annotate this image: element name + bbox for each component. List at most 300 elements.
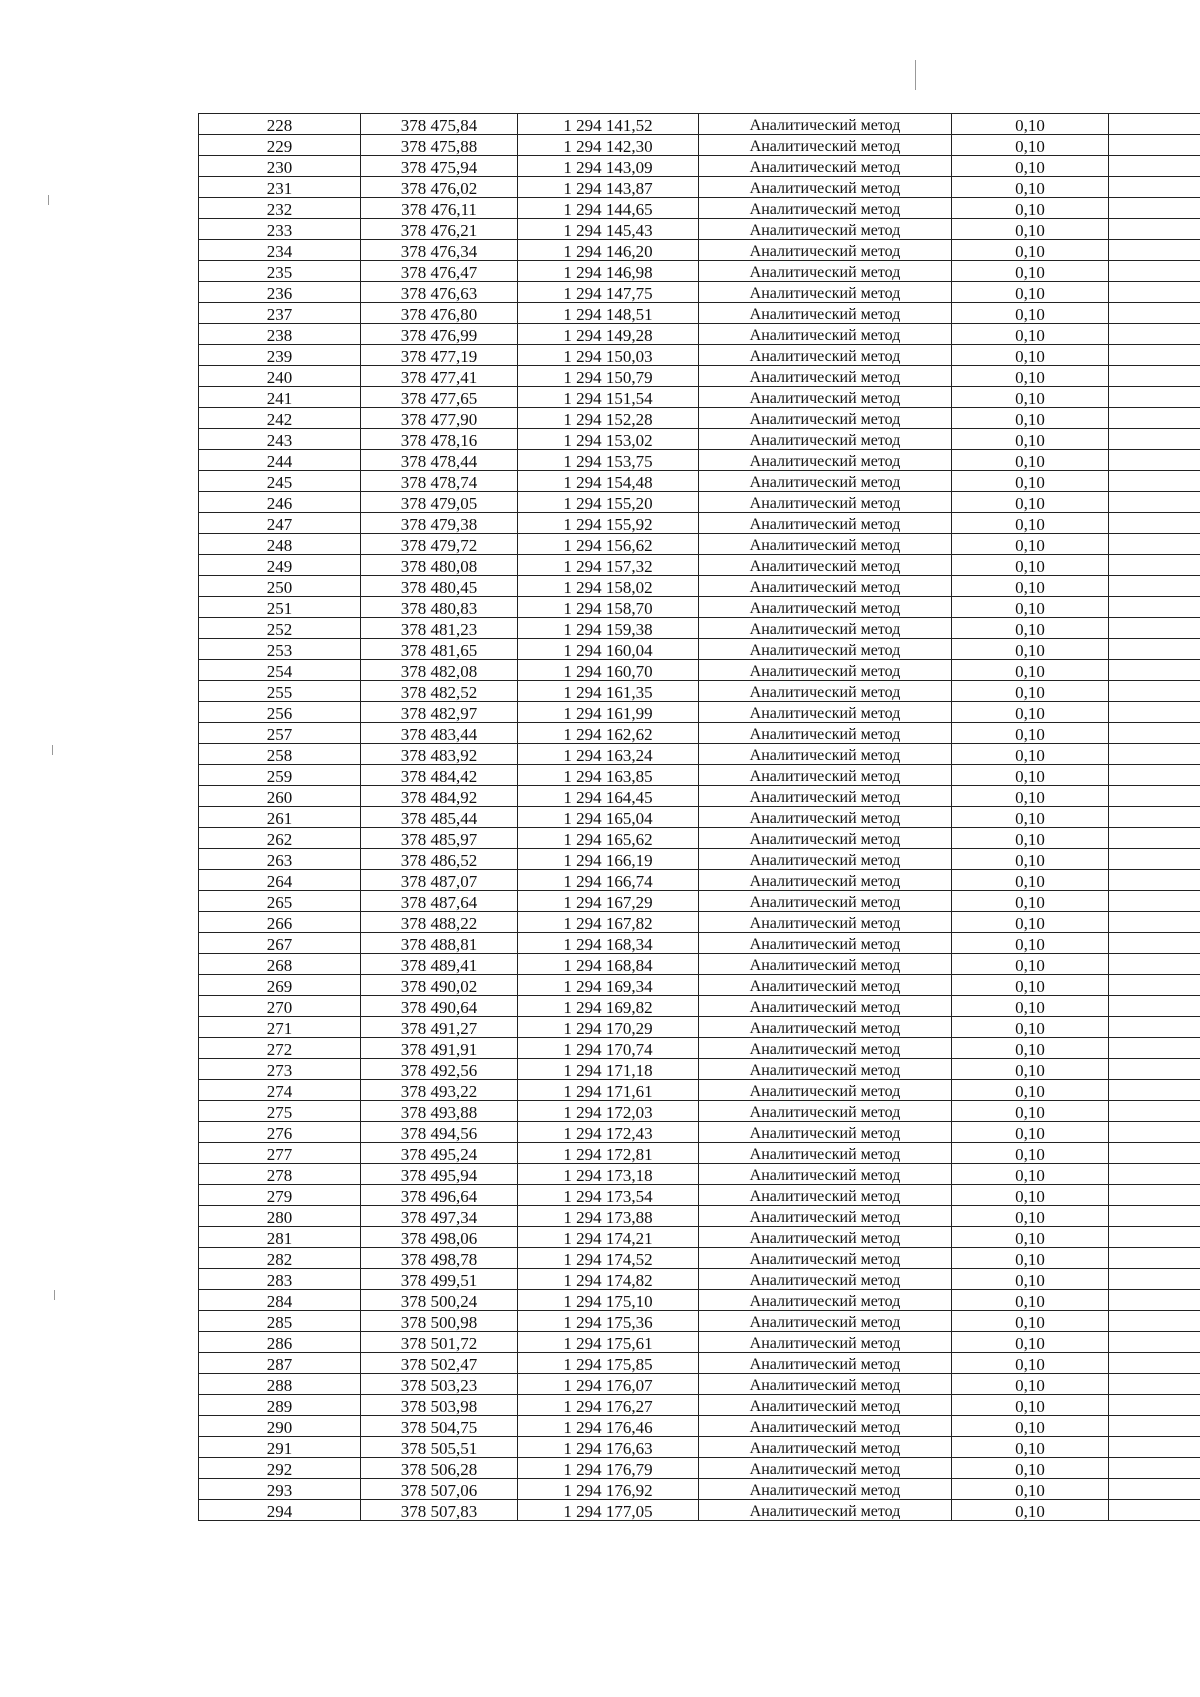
- y-coordinate-cell: 1 294 174,21: [518, 1227, 699, 1248]
- x-coordinate-cell: 378 484,92: [361, 786, 518, 807]
- note-cell: [1109, 786, 1200, 807]
- table-row: [199, 996, 1200, 1017]
- table-row: [199, 1185, 1200, 1206]
- method-cell: [699, 114, 952, 135]
- note-cell: [1109, 366, 1200, 387]
- point-number-cell: 277: [199, 1143, 361, 1164]
- note-cell: [1109, 1080, 1200, 1101]
- point-number-cell: 266: [199, 912, 361, 933]
- method-label: Аналитический метод: [749, 558, 901, 575]
- x-coordinate-cell: 378 496,64: [361, 1185, 518, 1206]
- point-number-cell: 272: [199, 1038, 361, 1059]
- point-number-cell: 237: [199, 303, 361, 324]
- x-coordinate-cell: 378 481,65: [361, 639, 518, 660]
- x-coordinate-cell: 378 488,81: [361, 933, 518, 954]
- accuracy-cell: 0,10: [952, 849, 1109, 870]
- point-number-cell: 290: [199, 1416, 361, 1437]
- point-number-cell: 271: [199, 1017, 361, 1038]
- note-cell: [1109, 1437, 1200, 1458]
- note-cell: [1109, 849, 1200, 870]
- x-coordinate-cell: 378 487,07: [361, 870, 518, 891]
- x-coordinate-cell: 378 475,84: [361, 114, 518, 135]
- accuracy-cell: 0,10: [952, 744, 1109, 765]
- note-cell: [1109, 975, 1200, 996]
- accuracy-cell: 0,10: [952, 891, 1109, 912]
- method-label: Аналитический метод: [749, 117, 901, 134]
- y-coordinate-cell: 1 294 162,62: [518, 723, 699, 744]
- point-number-cell: 248: [199, 534, 361, 555]
- method-label: Аналитический метод: [749, 432, 901, 449]
- accuracy-cell: 0,10: [952, 765, 1109, 786]
- table-row: [199, 1269, 1200, 1290]
- method-cell: [699, 681, 952, 702]
- note-cell: [1109, 1248, 1200, 1269]
- table-row: [199, 156, 1200, 177]
- point-number-cell: 291: [199, 1437, 361, 1458]
- table-row: [199, 660, 1200, 681]
- accuracy-cell: 0,10: [952, 429, 1109, 450]
- method-label: Аналитический метод: [749, 537, 901, 554]
- accuracy-cell: 0,10: [952, 135, 1109, 156]
- table-row: [199, 1395, 1200, 1416]
- accuracy-cell: 0,10: [952, 681, 1109, 702]
- accuracy-cell: 0,10: [952, 240, 1109, 261]
- method-cell: [699, 303, 952, 324]
- point-number-cell: 245: [199, 471, 361, 492]
- method-cell: [699, 324, 952, 345]
- x-coordinate-cell: 378 476,34: [361, 240, 518, 261]
- note-cell: [1109, 1332, 1200, 1353]
- note-cell: [1109, 870, 1200, 891]
- point-number-cell: 288: [199, 1374, 361, 1395]
- point-number-cell: 274: [199, 1080, 361, 1101]
- method-label: Аналитический метод: [749, 684, 901, 701]
- accuracy-cell: 0,10: [952, 1038, 1109, 1059]
- method-cell: [699, 219, 952, 240]
- method-label: Аналитический метод: [749, 201, 901, 218]
- method-cell: [699, 660, 952, 681]
- table-row: [199, 114, 1200, 135]
- table-row: [199, 828, 1200, 849]
- table-row: [199, 303, 1200, 324]
- note-cell: [1109, 996, 1200, 1017]
- method-label: Аналитический метод: [749, 831, 901, 848]
- method-cell: [699, 996, 952, 1017]
- point-number-cell: 258: [199, 744, 361, 765]
- note-cell: [1109, 1290, 1200, 1311]
- point-number-cell: 292: [199, 1458, 361, 1479]
- x-coordinate-cell: 378 499,51: [361, 1269, 518, 1290]
- table-row: [199, 1290, 1200, 1311]
- table-row: [199, 597, 1200, 618]
- note-cell: [1109, 198, 1200, 219]
- method-label: Аналитический метод: [749, 159, 901, 176]
- point-number-cell: 264: [199, 870, 361, 891]
- method-label: Аналитический метод: [749, 243, 901, 260]
- point-number-cell: 280: [199, 1206, 361, 1227]
- y-coordinate-cell: 1 294 148,51: [518, 303, 699, 324]
- method-cell: [699, 345, 952, 366]
- method-label: Аналитический метод: [749, 852, 901, 869]
- x-coordinate-cell: 378 478,16: [361, 429, 518, 450]
- note-cell: [1109, 1311, 1200, 1332]
- x-coordinate-cell: 378 478,44: [361, 450, 518, 471]
- accuracy-cell: 0,10: [952, 156, 1109, 177]
- accuracy-cell: 0,10: [952, 597, 1109, 618]
- point-number-cell: 232: [199, 198, 361, 219]
- y-coordinate-cell: 1 294 175,61: [518, 1332, 699, 1353]
- method-cell: [699, 1269, 952, 1290]
- x-coordinate-cell: 378 475,94: [361, 156, 518, 177]
- method-cell: [699, 597, 952, 618]
- table-row: [199, 1101, 1200, 1122]
- scan-artifact: [915, 60, 916, 90]
- method-label: Аналитический метод: [749, 1230, 901, 1247]
- method-label: Аналитический метод: [749, 222, 901, 239]
- x-coordinate-cell: 378 476,63: [361, 282, 518, 303]
- x-coordinate-cell: 378 505,51: [361, 1437, 518, 1458]
- note-cell: [1109, 1479, 1200, 1500]
- y-coordinate-cell: 1 294 172,03: [518, 1101, 699, 1122]
- method-label: Аналитический метод: [749, 1188, 901, 1205]
- method-cell: [699, 282, 952, 303]
- method-label: Аналитический метод: [749, 1356, 901, 1373]
- x-coordinate-cell: 378 476,02: [361, 177, 518, 198]
- point-number-cell: 283: [199, 1269, 361, 1290]
- accuracy-cell: 0,10: [952, 1458, 1109, 1479]
- y-coordinate-cell: 1 294 171,18: [518, 1059, 699, 1080]
- method-label: Аналитический метод: [749, 1104, 901, 1121]
- method-cell: [699, 1353, 952, 1374]
- method-label: Аналитический метод: [749, 579, 901, 596]
- method-label: Аналитический метод: [749, 1419, 901, 1436]
- method-label: Аналитический метод: [749, 138, 901, 155]
- y-coordinate-cell: 1 294 151,54: [518, 387, 699, 408]
- x-coordinate-cell: 378 485,44: [361, 807, 518, 828]
- table-row: [199, 513, 1200, 534]
- method-label: Аналитический метод: [749, 1167, 901, 1184]
- y-coordinate-cell: 1 294 159,38: [518, 618, 699, 639]
- accuracy-cell: 0,10: [952, 1143, 1109, 1164]
- table-row: [199, 954, 1200, 975]
- accuracy-cell: 0,10: [952, 1248, 1109, 1269]
- accuracy-cell: 0,10: [952, 1500, 1109, 1521]
- method-label: Аналитический метод: [749, 663, 901, 680]
- method-label: Аналитический метод: [749, 1020, 901, 1037]
- accuracy-cell: 0,10: [952, 1311, 1109, 1332]
- accuracy-cell: 0,10: [952, 408, 1109, 429]
- note-cell: [1109, 450, 1200, 471]
- point-number-cell: 240: [199, 366, 361, 387]
- note-cell: [1109, 933, 1200, 954]
- accuracy-cell: 0,10: [952, 324, 1109, 345]
- y-coordinate-cell: 1 294 150,79: [518, 366, 699, 387]
- y-coordinate-cell: 1 294 144,65: [518, 198, 699, 219]
- accuracy-cell: 0,10: [952, 723, 1109, 744]
- accuracy-cell: 0,10: [952, 1122, 1109, 1143]
- note-cell: [1109, 1395, 1200, 1416]
- point-number-cell: 255: [199, 681, 361, 702]
- x-coordinate-cell: 378 481,23: [361, 618, 518, 639]
- note-cell: [1109, 261, 1200, 282]
- table-row: [199, 1374, 1200, 1395]
- x-coordinate-cell: 378 498,06: [361, 1227, 518, 1248]
- note-cell: [1109, 660, 1200, 681]
- point-number-cell: 233: [199, 219, 361, 240]
- x-coordinate-cell: 378 482,97: [361, 702, 518, 723]
- x-coordinate-cell: 378 475,88: [361, 135, 518, 156]
- method-cell: [699, 1227, 952, 1248]
- point-number-cell: 286: [199, 1332, 361, 1353]
- accuracy-cell: 0,10: [952, 828, 1109, 849]
- x-coordinate-cell: 378 492,56: [361, 1059, 518, 1080]
- note-cell: [1109, 1227, 1200, 1248]
- point-number-cell: 279: [199, 1185, 361, 1206]
- note-cell: [1109, 1059, 1200, 1080]
- note-cell: [1109, 387, 1200, 408]
- accuracy-cell: 0,10: [952, 114, 1109, 135]
- point-number-cell: 294: [199, 1500, 361, 1521]
- accuracy-cell: 0,10: [952, 1059, 1109, 1080]
- accuracy-cell: 0,10: [952, 1185, 1109, 1206]
- accuracy-cell: 0,10: [952, 492, 1109, 513]
- y-coordinate-cell: 1 294 163,24: [518, 744, 699, 765]
- point-number-cell: 269: [199, 975, 361, 996]
- point-number-cell: 250: [199, 576, 361, 597]
- accuracy-cell: 0,10: [952, 1290, 1109, 1311]
- point-number-cell: 234: [199, 240, 361, 261]
- x-coordinate-cell: 378 479,72: [361, 534, 518, 555]
- y-coordinate-cell: 1 294 173,54: [518, 1185, 699, 1206]
- method-cell: [699, 534, 952, 555]
- method-cell: [699, 1248, 952, 1269]
- y-coordinate-cell: 1 294 155,92: [518, 513, 699, 534]
- accuracy-cell: 0,10: [952, 534, 1109, 555]
- y-coordinate-cell: 1 294 168,84: [518, 954, 699, 975]
- accuracy-cell: 0,10: [952, 996, 1109, 1017]
- y-coordinate-cell: 1 294 163,85: [518, 765, 699, 786]
- y-coordinate-cell: 1 294 166,19: [518, 849, 699, 870]
- y-coordinate-cell: 1 294 149,28: [518, 324, 699, 345]
- y-coordinate-cell: 1 294 147,75: [518, 282, 699, 303]
- method-label: Аналитический метод: [749, 873, 901, 890]
- method-label: Аналитический метод: [749, 621, 901, 638]
- accuracy-cell: 0,10: [952, 786, 1109, 807]
- y-coordinate-cell: 1 294 165,62: [518, 828, 699, 849]
- method-cell: [699, 702, 952, 723]
- method-label: Аналитический метод: [749, 1293, 901, 1310]
- method-cell: [699, 513, 952, 534]
- note-cell: [1109, 1038, 1200, 1059]
- accuracy-cell: 0,10: [952, 933, 1109, 954]
- x-coordinate-cell: 378 500,24: [361, 1290, 518, 1311]
- table-row: [199, 1080, 1200, 1101]
- note-cell: [1109, 408, 1200, 429]
- note-cell: [1109, 1353, 1200, 1374]
- method-label: Аналитический метод: [749, 1209, 901, 1226]
- table-row: [199, 282, 1200, 303]
- method-cell: [699, 555, 952, 576]
- y-coordinate-cell: 1 294 153,02: [518, 429, 699, 450]
- point-number-cell: 270: [199, 996, 361, 1017]
- method-cell: [699, 1500, 952, 1521]
- table-row: [199, 1353, 1200, 1374]
- method-label: Аналитический метод: [749, 306, 901, 323]
- y-coordinate-cell: 1 294 169,34: [518, 975, 699, 996]
- table-row: [199, 933, 1200, 954]
- table-row: [199, 744, 1200, 765]
- table-row: [199, 366, 1200, 387]
- x-coordinate-cell: 378 480,83: [361, 597, 518, 618]
- table-row: [199, 1164, 1200, 1185]
- method-label: Аналитический метод: [749, 516, 901, 533]
- x-coordinate-cell: 378 489,41: [361, 954, 518, 975]
- note-cell: [1109, 492, 1200, 513]
- table-row: [199, 639, 1200, 660]
- point-number-cell: 247: [199, 513, 361, 534]
- point-number-cell: 284: [199, 1290, 361, 1311]
- method-cell: [699, 1311, 952, 1332]
- table-row: [199, 1311, 1200, 1332]
- table-row: [199, 492, 1200, 513]
- method-label: Аналитический метод: [749, 705, 901, 722]
- method-label: Аналитический метод: [749, 726, 901, 743]
- note-cell: [1109, 555, 1200, 576]
- point-number-cell: 236: [199, 282, 361, 303]
- table-row: [199, 912, 1200, 933]
- x-coordinate-cell: 378 506,28: [361, 1458, 518, 1479]
- y-coordinate-cell: 1 294 146,20: [518, 240, 699, 261]
- method-label: Аналитический метод: [749, 411, 901, 428]
- method-label: Аналитический метод: [749, 1482, 901, 1499]
- scan-artifact: [52, 745, 53, 755]
- x-coordinate-cell: 378 501,72: [361, 1332, 518, 1353]
- note-cell: [1109, 513, 1200, 534]
- table-row: [199, 534, 1200, 555]
- method-label: Аналитический метод: [749, 957, 901, 974]
- y-coordinate-cell: 1 294 170,29: [518, 1017, 699, 1038]
- accuracy-cell: 0,10: [952, 618, 1109, 639]
- method-cell: [699, 744, 952, 765]
- x-coordinate-cell: 378 480,45: [361, 576, 518, 597]
- point-number-cell: 256: [199, 702, 361, 723]
- accuracy-cell: 0,10: [952, 1227, 1109, 1248]
- note-cell: [1109, 1206, 1200, 1227]
- accuracy-cell: 0,10: [952, 366, 1109, 387]
- point-number-cell: 263: [199, 849, 361, 870]
- x-coordinate-cell: 378 480,08: [361, 555, 518, 576]
- note-cell: [1109, 912, 1200, 933]
- accuracy-cell: 0,10: [952, 387, 1109, 408]
- method-label: Аналитический метод: [749, 1041, 901, 1058]
- note-cell: [1109, 618, 1200, 639]
- y-coordinate-cell: 1 294 146,98: [518, 261, 699, 282]
- y-coordinate-cell: 1 294 143,87: [518, 177, 699, 198]
- method-label: Аналитический метод: [749, 789, 901, 806]
- accuracy-cell: 0,10: [952, 450, 1109, 471]
- point-number-cell: 275: [199, 1101, 361, 1122]
- method-label: Аналитический метод: [749, 453, 901, 470]
- table-row: [199, 198, 1200, 219]
- y-coordinate-cell: 1 294 161,99: [518, 702, 699, 723]
- note-cell: [1109, 597, 1200, 618]
- table-row: [199, 849, 1200, 870]
- table-row: [199, 786, 1200, 807]
- note-cell: [1109, 1185, 1200, 1206]
- table-row: [199, 723, 1200, 744]
- note-cell: [1109, 702, 1200, 723]
- method-cell: [699, 849, 952, 870]
- point-number-cell: 231: [199, 177, 361, 198]
- y-coordinate-cell: 1 294 167,82: [518, 912, 699, 933]
- y-coordinate-cell: 1 294 167,29: [518, 891, 699, 912]
- note-cell: [1109, 723, 1200, 744]
- y-coordinate-cell: 1 294 176,27: [518, 1395, 699, 1416]
- point-number-cell: 235: [199, 261, 361, 282]
- point-number-cell: 252: [199, 618, 361, 639]
- method-cell: [699, 1080, 952, 1101]
- method-cell: [699, 870, 952, 891]
- y-coordinate-cell: 1 294 158,70: [518, 597, 699, 618]
- method-cell: [699, 1122, 952, 1143]
- y-coordinate-cell: 1 294 150,03: [518, 345, 699, 366]
- y-coordinate-cell: 1 294 176,07: [518, 1374, 699, 1395]
- x-coordinate-cell: 378 476,47: [361, 261, 518, 282]
- note-cell: [1109, 1164, 1200, 1185]
- y-coordinate-cell: 1 294 177,05: [518, 1500, 699, 1521]
- table-row: [199, 870, 1200, 891]
- x-coordinate-cell: 378 495,24: [361, 1143, 518, 1164]
- table-row: [199, 618, 1200, 639]
- x-coordinate-cell: 378 478,74: [361, 471, 518, 492]
- x-coordinate-cell: 378 479,38: [361, 513, 518, 534]
- note-cell: [1109, 282, 1200, 303]
- table-row: [199, 387, 1200, 408]
- method-cell: [699, 198, 952, 219]
- method-cell: [699, 1458, 952, 1479]
- y-coordinate-cell: 1 294 175,85: [518, 1353, 699, 1374]
- x-coordinate-cell: 378 476,21: [361, 219, 518, 240]
- y-coordinate-cell: 1 294 166,74: [518, 870, 699, 891]
- table-row: [199, 1059, 1200, 1080]
- method-cell: [699, 261, 952, 282]
- method-cell: [699, 1479, 952, 1500]
- x-coordinate-cell: 378 482,08: [361, 660, 518, 681]
- note-cell: [1109, 1122, 1200, 1143]
- method-cell: [699, 723, 952, 744]
- accuracy-cell: 0,10: [952, 1479, 1109, 1500]
- note-cell: [1109, 807, 1200, 828]
- x-coordinate-cell: 378 503,23: [361, 1374, 518, 1395]
- method-cell: [699, 954, 952, 975]
- method-cell: [699, 1395, 952, 1416]
- method-label: Аналитический метод: [749, 747, 901, 764]
- table-row: [199, 891, 1200, 912]
- y-coordinate-cell: 1 294 153,75: [518, 450, 699, 471]
- x-coordinate-cell: 378 497,34: [361, 1206, 518, 1227]
- note-cell: [1109, 1101, 1200, 1122]
- x-coordinate-cell: 378 493,88: [361, 1101, 518, 1122]
- accuracy-cell: 0,10: [952, 807, 1109, 828]
- point-number-cell: 260: [199, 786, 361, 807]
- method-label: Аналитический метод: [749, 999, 901, 1016]
- method-cell: [699, 156, 952, 177]
- method-cell: [699, 1290, 952, 1311]
- method-cell: [699, 135, 952, 156]
- point-number-cell: 287: [199, 1353, 361, 1374]
- x-coordinate-cell: 378 476,80: [361, 303, 518, 324]
- table-row: [199, 765, 1200, 786]
